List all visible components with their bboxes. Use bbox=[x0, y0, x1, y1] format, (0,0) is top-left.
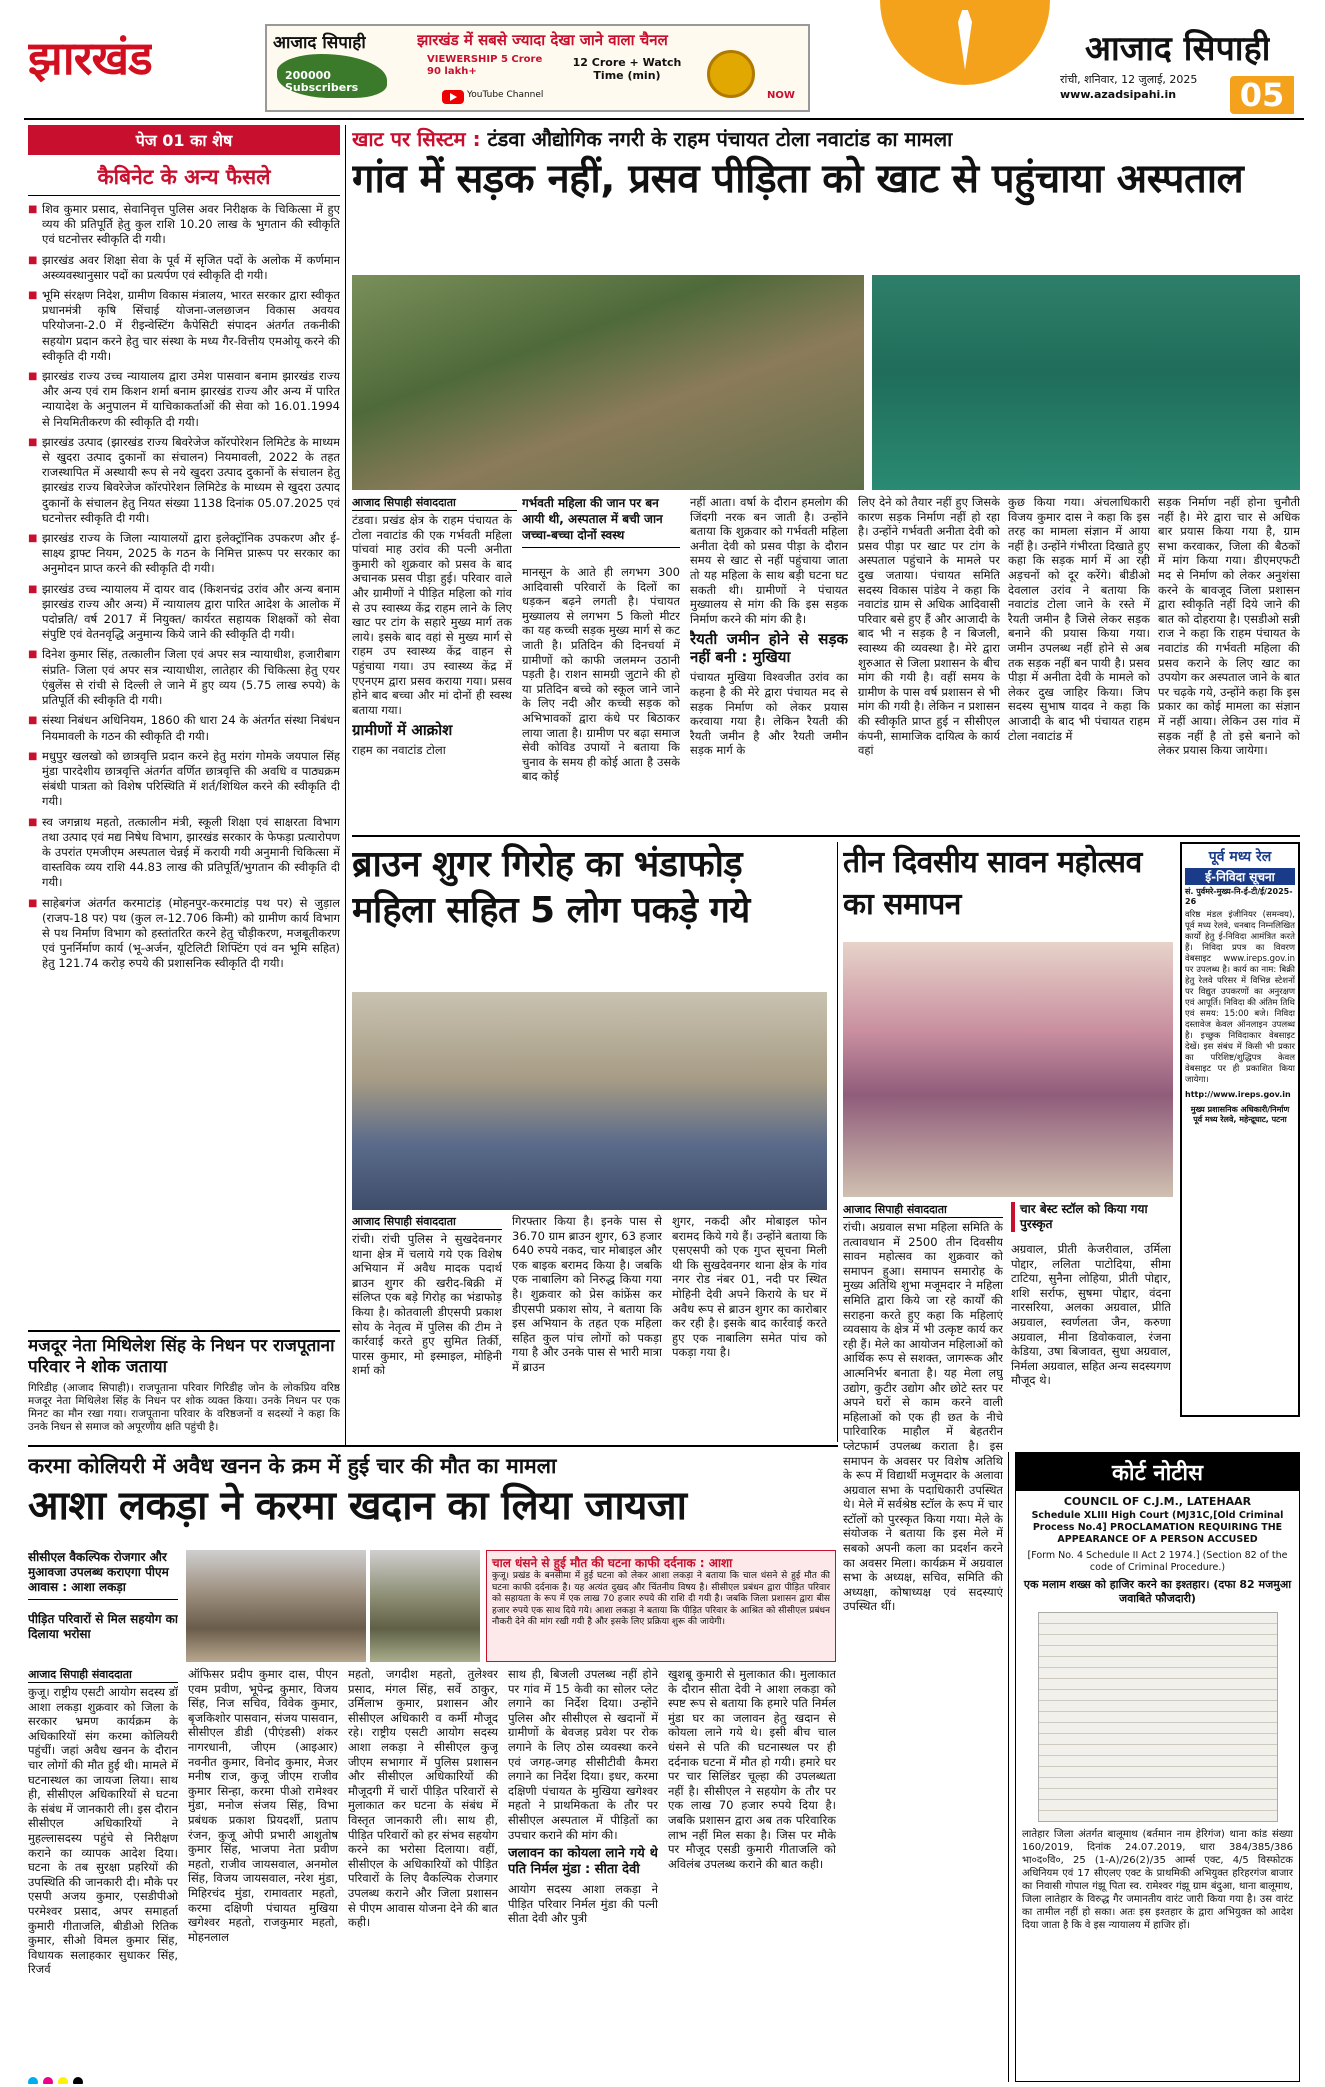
lead-col-1-text: टंडवा। प्रखंड क्षेत्र के राहम पंचायत के टोला नवाटांड की एक गर्भवती महिला पांचवां माह उरांव की पत्नी अनीता कुमारी को शुक्रवार को प्रसव के बाद अचानक प्रसव पीड़ा हुई। परिवार वाले और ग्रामीणों ने पीड़ित महिला को गांव से उप स्वास्थ्य केंद्र राहम लाने के लिए खाट पर टांग के सहारे मुख्य मार्ग तक लाये। इसके बाद वहां से मुख्य मार्ग से राहम उप स्वास्थ्य केंद्र वाहन से पहुंचाया गया। उप स्वास्थ्य केंद्र में एएनएम द्वारा प्रसव कराया गया। प्रसव होने बाद बच्चा और मां दोनों ही स्वस्थ बताया गया। bbox=[352, 513, 512, 717]
karma-photo-1 bbox=[186, 1550, 366, 1662]
page-number: 05 bbox=[1230, 76, 1294, 114]
railway-body: वरिष्ठ मंडल इंजीनियर (समन्वय), पूर्व मध्य रेलवे, धनबाद निम्नलिखित कार्यों हेतु ई-निविदा आमंत्रित करते हैं। निविदा प्रपत्र का विवरण वेबसाइट www.ireps.gov.in पर उपलब्ध है। कार्य का नाम: बिक्री हेतु रेलवे परिसर में विभिन्न स्टेशनों पर विद्युत उपकरणों का अनुरक्षण एवं आपूर्ति। निविदा की अंतिम तिथि एवं समय: 15:00 बजे। निविदा दस्तावेज केवल ऑनलाइन उपलब्ध है। इच्छुक निविदाकार वेबसाइट देखें। इस संबंध में किसी भी प्रकार का परिशिष्ट/शुद्धिपत्र केवल वेबसाइट पर ही प्रकाशित किया जायेगा। bbox=[1185, 910, 1295, 1085]
brown-sugar-byline: आजाद सिपाही संवाददाता bbox=[352, 1214, 502, 1230]
sawan-col-1: रांची। अग्रवाल सभा महिला समिति के तत्वावधान में 2500 तीन दिवसीय सावन महोत्सव का शुक्रवार को समापन हुआ। समापन समारोह के मुख्य अतिथि शुभा मजूमदार ने महिला समिति द्वारा किये जा रहे कार्यों की सराहना करते हुए कहा कि महिलाएं व्यवसाय के क्षेत्र में भी उत्कृष्ट कार्य कर रही हैं। मेले का आयोजन महिलाओं को आर्थिक रूप से सशक्त, जागरूक और आत्मनिर्भर बनाता है। यह मेला लघु उद्योग, कुटीर उद्योग और छोटे स्तर पर अपने घरों से काम करने वाली महिलाओं को एक ही छत के नीचे पारिवारिक माहौल में बेहतरीन प्लेटफार्म उपलब्ध कराता है। इस समापन के अवसर पर विशेष अतिथि के रूप में विद्यार्थी मजूमदार के अलावा अग्रवाल सभा के पदाधिकारी उपस्थित थे। मेले में सर्वश्रेष्ठ स्टॉल के रूप में चार स्टॉलों को पुरस्कृत किया गया। मेले के संयोजक ने बताया कि इस मेले में सबको अपनी कला का प्रदर्शन करने का अवसर मिला। कार्यक्रम में अग्रवाल सभा के अध्यक्ष, सचिव, समिति की अध्यक्षा, कोषाध्यक्ष एवं सदस्याएं उपस्थित थीं। bbox=[843, 1220, 1003, 1614]
lead-headline: गांव में सड़क नहीं, प्रसव पीड़िता को खाट से पहुंचाया अस्पताल bbox=[352, 156, 1244, 202]
lead-kicker-rest: टंडवा औद्योगिक नगरी के राहम पंचायत टोला नवाटांड का मामला bbox=[487, 127, 953, 151]
lead-col-3b-text: पंचायत मुखिया विश्वजीत उरांव का कहना है की मेरे द्वारा पंचायत मद से सड़क निर्माण को लेकर प्रयास करवाया गया है। लेकिन रैयती की रैयती जमीन है और रैयती जमीन सड़क मार्ग के bbox=[690, 670, 848, 758]
lead-pull-quote: गर्भवती महिला की जान पर बन आयी थी, अस्पताल में बची जान जच्चा-बच्चा दोनों स्वस्थ bbox=[522, 495, 680, 548]
karma-subhead: जलावन का कोयला लाने गये थे पति निर्मल मुंडा : सीता देवी bbox=[508, 1846, 658, 1878]
brown-sugar-headline-2: महिला सहित 5 लोग पकड़े गये bbox=[352, 890, 750, 931]
cabinet-item: ■ झारखंड उत्पाद (झारखंड राज्य बिवरेजेज कॉरपोरेशन लिमिटेड के माध्यम से खुदरा उत्पाद दुकानों का संचालन) नियमावली, 2022 के तहत राजस्थापित में अस्थायी रूप से नये खुदरा उत्पाद दुकानों के संचालन हेतु झारखंड राज्य बिवरेजेज कॉरपोरेशन लिमिटेड के माध्यम से खुदरा उत्पाद दुकानों के संचालन हेतु नियत संख्या 1138 दिनांक 05.07.2025 एवं घटनोत्तर स्वीकृति दी गयी। bbox=[28, 435, 340, 526]
brown-sugar-photo bbox=[352, 992, 827, 1210]
lead-subhead-1: ग्रामीणों में आक्रोश bbox=[352, 721, 453, 740]
lead-col-3 bbox=[690, 495, 848, 815]
lead-col-1b-text: राहम का नवाटांड टोला bbox=[352, 743, 446, 758]
court-document-scan bbox=[1038, 1612, 1278, 1822]
lead-subhead-2: रैयती जमीन होने से सड़क नहीं बनी : मुखिया bbox=[690, 630, 848, 667]
ad-brand: आजाद सिपाही bbox=[273, 33, 366, 53]
cabinet-heading: कैबिनेट के अन्य फैसले bbox=[28, 163, 340, 196]
cabinet-item: ■ साहेबगंज अंतर्गत करमाटांड़ (मोहनपुर-करमाटांड़ पथ पर) से जुड़ाल (राजप-18 पर) पथ (कुल ल-12.706 किमी) को ग्रामीण कार्य विभाग से पथ निर्माण विभाग को हस्तांतरित करने हेतु चौड़ीकरण, मजबूतीकरण एवं पुनर्निर्माण कार्य (भू-अर्जन, यूटिलिटी शिफ्टिंग एवं वन भूमि सहित) हेतु 121.74 करोड़ रुपये की प्रशासनिक स्वीकृति दी गयी। bbox=[28, 896, 340, 972]
railway-site-link[interactable]: http://www.ireps.gov.in bbox=[1185, 1090, 1291, 1099]
lead-kicker: खाट पर सिस्टम : bbox=[352, 127, 481, 151]
sawan-headline: तीन दिवसीय सावन महोत्सव का समापन bbox=[843, 845, 1142, 922]
left-divider bbox=[345, 125, 346, 1445]
karma-side-deck-2: पीड़ित परिवारों से मिल सहयोग का दिलाया भरोसा bbox=[28, 1612, 178, 1641]
dateline: रांची, शनिवार, 12 जुलाई, 2025 bbox=[1060, 73, 1198, 86]
brown-sugar-col-1: रांची। रांची पुलिस ने सुखदेवनगर थाना क्षेत्र में चलाये गये एक विशेष अभियान में अवैध मादक पदार्थ ब्राउन शुगर की खरीद-बिक्री में संलिप्त एक बड़े गिरोह का भंडाफोड़ किया है। कोतवाली डीएसपी प्रकाश सोय के नेतृत्व में पुलिस की टीम ने कार्रवाई करते हुए सुमित तिर्की, पारस कुमार, मो इस्माइल, मोहिनी शर्मा को bbox=[352, 1232, 502, 1378]
court-schedule: Schedule XLIII High Court (MJ31C,[Old Criminal Process No.4] PROCLAMATION REQUIRING THE APPEARANCE OF A PERSON ACCUSED bbox=[1031, 1510, 1284, 1545]
karma-story bbox=[28, 1452, 838, 2082]
channel-ad-banner[interactable] bbox=[265, 24, 810, 112]
karma-headline: आशा लकड़ा ने करमा खदान का लिया जायजा bbox=[28, 1483, 687, 1529]
karma-col-2: ऑफिसर प्रदीप कुमार दास, पीएन एवम प्रवीण, भूपेन्द्र कुमार, विजय सिंह, निज सचिव, विवेक कुमार, बृजकिशोर पासवान, संजय पासवान, सीसीएल डीडी (पीएंडसी) शंकर नागरधानी, जीएम (आइआर) नवनीत कुमार, विनोद कुमार, मेजर मनीष राज, कुजू जीएम राजीव कुमार सिन्हा, करमा पीओ रामेश्वर मुंडा, मनोज संजय सिंह, विभा प्रबंधक प्रकाश प्रियदर्शी, प्रताप रंजन, कुजू ओपी प्रभारी आशुतोष कुमार सिंह, भाजपा नेता प्रवीण महतो, राजीव जायसवाल, अनमोल सिंह, विजय जायसवाल, नरेश मुंडा, मिहिरचंद मुंडा, रामावतार महतो, करमा दक्षिणी पंचायत मुखिया खगेश्वर महतो, राजकुमार महतो, मोहनलाल bbox=[188, 1667, 338, 1944]
court-notice bbox=[1015, 1452, 1300, 2082]
masthead bbox=[0, 0, 1325, 118]
lead-col-6: सड़क निर्माण नहीं होना चुनौती नहीं है। मेरे द्वारा चार से अधिक बार प्रयास किया गया है, ग्राम सभा करवाकर, जिला की बैठकों में मांग किया गया। डीएमएफटी मद से निर्माण को लेकर अनुशंसा करने के बावजूद जिला प्रशासन द्वारा स्वीकृति नहीं दिये जाने की बात को दोहराया है। एसडीओ सन्नी राज ने कहा कि राहम पंचायत के नवाटांड की गर्भवती महिला की प्रसव कराने के लिए खाट का उपयोग कर अस्पताल जाने के बात पर चढ़के गये, उन्होंने कहा कि इस प्रकार का कोई मामला का संज्ञान में नहीं आया। लेकिन उस गांव में सड़क नहीं है तो इसे बनाने को लेकर प्रयास किया जायेगा। bbox=[1158, 495, 1300, 758]
lead-col-1 bbox=[352, 513, 512, 813]
brown-sugar-col-3: शुगर, नकदी और मोबाइल फोन बरामद किये गये हैं। उन्होंने बताया कि एसएसपी को एक गुप्त सूचना मिली थी कि सुखदेवनगर थाना क्षेत्र के गांव नगर रोड नंबर 01, नदी पर स्थित मोहिनी देवी अपने किराये के घर में अवैध रूप से ब्राउन शुगर का कारोबार कर रही है। इसके बाद कार्रवाई करते हुए एक नाबालिग समेत पांच को पकड़ा गया है। bbox=[672, 1214, 827, 1360]
sawan-col-2: अग्रवाल, प्रीती केजरीवाल, उर्मिला पोद्दार, ललिता पाटोदिया, सीमा टाटिया, सुनैना लोहिया, प्रीती पोद्दार, शशि सर्राफ, सुषमा पोद्दार, वंदना नारसरिया, अलका अग्रवाल, प्रीति अग्रवाल, स्वर्णलता जैन, करुणा अग्रवाल, मीना डिवोकवाल, रंजना केडिया, उषा बिजावत, सुधा अग्रवाल, निर्मला अग्रवाल, सहित अन्य सदस्यगण मौजूद थे। bbox=[1011, 1242, 1171, 1388]
lead-col-5: कुछ किया गया। अंचलाधिकारी विजय कुमार दास ने कहा कि इस तरह का मामला संज्ञान में आया नहीं है। उन्होंने गंभीरता दिखाते हुए कहा कि सड़क मार्ग में आ रही अड़चनों को दूर करेंगे। बीडीओ देवलाल उरांव ने बताया कि नवाटांड टोला जाने के रस्ते में रैयती जमीन है जिसे लेकर सड़क बनाने की प्रयास किया गया। जमीन उपलब्ध नहीं होने से अब तक सड़क नहीं बन पायी है। प्रसव पीड़ा में अनीता देवी के मामले को लेकर दुख जाहिर किया। जिप सदस्य सुभाष यादव ने कहा कि आजादी के बाद भी पंचायत राहम टोला नवाटांड में bbox=[1008, 495, 1150, 743]
lead-story bbox=[352, 125, 1300, 830]
karma-col-4-text: साथ ही, बिजली उपलब्ध नहीं होने पर गांव में 15 केवी का सोलर प्लेट लगाने का निर्देश दिया। उन्होंने पुलिस और सीसीएल से खदानों में ग्रामीणों के बेवजह प्रवेश पर रोक लगाने के लिए ठोस व्यवस्था करने एवं जगह-जगह सीसीटीवी कैमरा लगाने का निर्देश दिया। इधर, करमा दक्षिणी पंचायत के मुखिया खगेश्वर महतो ने प्राथमिकता के तौर पर सीसीएल अस्पताल में पीड़ितों का उपचार कराने की मांग की। bbox=[508, 1667, 658, 1842]
karma-box bbox=[486, 1550, 836, 1662]
karma-top-rule bbox=[28, 1445, 838, 1447]
cabinet-item: ■ दिनेश कुमार सिंह, तत्कालीन जिला एवं अपर सत्र न्यायाधीश, हजारीबाग संप्रति- जिला एवं अपर सत्र न्यायाधीश, लातेहार की चिकित्सा हेतु एयर एंबुलेंस से रांची से दिल्ली ले जाने में हुए व्यय (5.75 लाख रुपये) के प्रतिपूर्ति की स्वीकृति दी गयी। bbox=[28, 647, 340, 708]
award-badge-icon bbox=[707, 50, 755, 98]
mithilesh-headline: मजदूर नेता मिथिलेश सिंह के निधन पर राजपूताना परिवार ने शोक जताया bbox=[28, 1336, 335, 1377]
ad-watchtime: 12 Crore + Watch Time (min) bbox=[572, 56, 682, 82]
karma-col-1: कुजू। राष्ट्रीय एसटी आयोग सदस्य डॉ आशा लकड़ा शुक्रवार को जिला के सरकार भ्रमण कार्यक्रम के अधिकारियों संग करमा कोलियरी पहुंचीं। जहां अवैध खनन के दौरान चार लोगों की मौत हुई थी। मामले में घटनास्थल का जायजा लिया। साथ ही, सीसीएल अधिकारियों से घटना के संबंध में जानकारी ली। इस दौरान सीसीएल अधिकारियों ने मुहल्लासदस्य पहुंचे से निरीक्षण कराने का व्यापक आदेश दिया। घटना के तब सुरक्षा प्रहरियों की उपस्थिति की जानकारी दी। मौके पर एसपी अजय कुमार, एसडीपीओ परमेश्वर प्रसाद, अपर समाहर्ता कुमारी गीताजलि, बीडीओ रितिक कुमार, सीओ विमल कुमार सिंह, विधायक सलाहकार सुधाकर सिंह, रिजर्व bbox=[28, 1685, 178, 1977]
cabinet-item: ■ भूमि संरक्षण निदेश, ग्रामीण विकास मंत्रालय, भारत सरकार द्वारा स्वीकृत प्रधानमंत्री कृषि सिंचाई योजना-जलछाजन विकास अवयव परियोजना-2.0 में रीइन्वेस्टिंग कैपेसिटी संपादन अंतर्गत तकनीकी सहयोग प्रदान करने हेतु चार संस्था के मध्य गैर-वित्तीय एमओयू करने की स्वीकृति दी गयी। bbox=[28, 288, 340, 364]
brown-sugar-headline-1: ब्राउन शुगर गिरोह का भंडाफोड़ bbox=[352, 844, 743, 885]
cabinet-item: ■ झारखंड राज्य उच्च न्यायालय द्वारा उमेश पासवान बनाम झारखंड राज्य और अन्य एवं राम किशन शर्मा बनाम झारखंड राज्य और अन्य में पारित न्यायादेश के अनुपालन में याचिकाकर्ताओं की सेवा को 16.01.1994 से नियमितीकरण की स्वीकृति दी गयी। bbox=[28, 369, 340, 430]
cabinet-list bbox=[28, 202, 340, 972]
karma-col-4b-text: आयोग सदस्य आशा लकड़ा ने पीड़ित परिवार निर्मल मुंडा की पत्नी सीता देवी और पुत्री bbox=[508, 1882, 658, 1926]
cabinet-item: ■ स्व जगन्नाथ महतो, तत्कालीन मंत्री, स्कूली शिक्षा एवं साक्षरता विभाग तथा उत्पाद एवं मद्य निषेध विभाग, झारखंड सरकार के फेफड़ा प्रत्यारोपण के उपरांत एमजीएम अस्पताल चेन्नई में करायी गयी अनुमानी चिकित्सा में वास्तविक व्यय राशि 44.83 लाख की प्रतिपूर्ति/भुगतान की स्वीकृति दी गयी। bbox=[28, 815, 340, 891]
karma-box-body: कुजू। प्रखंड के बनसीमा में हुई घटना को लेकर आशा लकड़ा ने बताया कि चाल धंसने से हुई मौत की घटना काफी दर्दनाक है। यह अत्यंत दुखद और चिंतनीय विषय है। सीसीएल प्रबंधन द्वारा पीड़ित परिवार को सहायता के रूप में एक लाख 70 हजार रुपये की राशि दी गयी है। जबकि जिला प्रशासन द्वारा बीस हजार रुपये एक साथ दिये गये। आशा लकड़ा ने बताया कि पीड़ित परिवार के आश्रित को सीसीएल प्रबंधन नौकरी देने की मांग रखी गयी है और इसके लिए प्रक्रिया शुरू की जायेगी। bbox=[492, 1571, 830, 1627]
cabinet-item: ■ झारखंड उच्च न्यायालय में दायर वाद (किशनचंद्र उरांव और अन्य बनाम झारखंड राज्य और अन्य) में न्यायालय द्वारा पारित आदेश के आलोक में पदोन्नति/ वर्ष 2017 में नियुक्त/ कार्यरत सहायक शिक्षकों को सेवा संपुष्टि एवं वेतनवृद्धि अनुमान्य किये जाने की स्वीकृति दी गयी। bbox=[28, 582, 340, 643]
brown-sugar-story bbox=[352, 842, 832, 1442]
lead-photo-villagers bbox=[352, 275, 864, 490]
cabinet-item: ■ झारखंड अवर शिक्षा सेवा के पूर्व में सृजित पदों के अलोक में कर्णमान अस्व्यवस्थानुसार पदों का प्रत्यर्पण एवं स्वीकृति दी गयी। bbox=[28, 253, 340, 283]
railway-tender-ad[interactable] bbox=[1180, 842, 1300, 1417]
left-column bbox=[28, 125, 340, 1335]
cabinet-item: ■ शिव कुमार प्रसाद, सेवानिवृत्त पुलिस अवर निरीक्षक के चिकित्सा में हुए व्यय की प्रतिपूर्ति हेतु कुल राशि 10.20 लाख के भुगतान की स्वीकृति एवं घटनोत्तर स्वीकृति दी गयी। bbox=[28, 202, 340, 248]
lead-photo-hospital bbox=[872, 275, 1300, 490]
lead-col-2: मानसून के आते ही लगभग 300 आदिवासी परिवारों के दिलों का धड़कन बढ़ने लगती है। पंचायत मुख्यालय से लगभग 5 किलो मीटर का यह कच्ची सड़क मुख्य मार्ग से कट जाती है। प्रतिदिन की दिनचर्या में ग्रामीणों को काफी जलमग्न उठानी पड़ती है। राशन सामग्री जुटाने की हो या प्रतिदिन बच्चे को स्कूल जाने जाने के लिए नदी और कच्ची सड़क को अभिभावकों द्वारा कंधे पर बिठाकर लाया जाता है। ग्रामीण पर बढ़ा समाज सेवी कोविड उपायों ने बताया कि चुनाव के समय ही कोई आता है उसके बाद कोई bbox=[522, 565, 680, 784]
ad-tagline: झारखंड में सबसे ज्यादा देखा जाने वाला चैनल bbox=[417, 31, 668, 49]
ad-youtube-label: YouTube Channel bbox=[467, 90, 544, 100]
sawan-photo bbox=[843, 942, 1173, 1197]
ad-subscribers: 200000 Subscribers bbox=[285, 70, 359, 94]
mithilesh-story bbox=[28, 1330, 340, 1440]
website[interactable]: www.azadsipahi.in bbox=[1060, 88, 1177, 101]
lead-bottom-rule bbox=[352, 835, 1300, 837]
karma-byline: आजाद सिपाही संवाददाता bbox=[28, 1667, 178, 1683]
page-tag: पेज 01 का शेष bbox=[28, 125, 340, 155]
cabinet-item: ■ मधुपुर खलखो को छात्रवृत्ति प्रदान करने हेतु मरांग गोमके जयपाल सिंह मुंडा पारदेशीय छात्रवृत्ति अंतर्गत वर्णित छात्रवृत्ति की अवधि व पाठ्यक्रम संबंधी पात्रता को विशेष परिस्थिति में शर्त/शिथिल करने की स्वीकृति दी गयी। bbox=[28, 749, 340, 810]
karma-side-deck-1: सीसीएल वैकल्पिक रोजगार और मुआवजा उपलब्ध कराएगा पीएम आवास : आशा लकड़ा bbox=[28, 1550, 178, 1600]
right-lower-divider bbox=[1008, 1452, 1009, 2082]
sawan-byline: आजाद सिपाही संवाददाता bbox=[843, 1202, 1003, 1218]
railway-title: ई-निविदा सूचना bbox=[1185, 868, 1295, 885]
court-hindi-head: एक मलाम शख्स को हाजिर करने का इश्तहार। (दफा 82 मजमुआ जवाबिते फौजदारी) bbox=[1023, 1578, 1292, 1605]
railway-ref: सं. पुर्वमरे-मुख्य-नि-ई-टी/ई/2025-26 bbox=[1185, 887, 1293, 906]
karma-col-5: खुशबू कुमारी से मुलाकात की। मुलाकात के दौरान सीता देवी ने आशा लकड़ा को स्पष्ट रूप से बताया कि हमारे पति निर्मल मुंडा घर का जलावन हेतु खदान से कोयला लाने गये थे। इसी बीच चाल धंसने से पति की घटनास्थल पर ही दर्दनाक घटना में मौत हो गयी। हमारे घर पर चार सिलिंडर चूल्हा की उपलब्धता नहीं है। सीसीएल ने सहयोग के तौर पर एक लाख 70 हजार रुपये दिया है। जबकि प्रशासन द्वारा अब तक परिवारिक लाभ नहीं मिल सका है। जिस पर मौके पर मौजूद एसडी कुमारी गीताजलि को अविलंब उपलब्ध कराने की बात कही। bbox=[668, 1667, 836, 1871]
pen-sun-logo bbox=[880, 0, 1050, 85]
sawan-photo-caption: चार बेस्ट स्टॉल को किया गया पुरस्कृत bbox=[1011, 1202, 1171, 1232]
lead-col-3-text: नहीं आता। वर्षा के दौरान हमलोग की जिंदगी नरक बन जाती है। उन्होंने बताया कि शुक्रवार को गर्भवती महिला अनीता देवी को प्रसव पीड़ा के दौरान समय से खाट से नहीं पहुंचाया जाता तो यह महिला के साथ बड़ी घटना घट सकती थी। ग्रामीणों ने पंचायत मुख्यालय से मांग की कि इस सड़क निर्माण करने की मांग की है। bbox=[690, 495, 848, 626]
mid-divider bbox=[837, 842, 838, 1442]
youtube-icon bbox=[442, 90, 464, 104]
railway-brand: पूर्व मध्य रेल bbox=[1208, 849, 1272, 865]
masthead-rule bbox=[24, 118, 1304, 120]
registration-marks bbox=[28, 2072, 1298, 2084]
court-title: कोर्ट नोटीस bbox=[1016, 1453, 1299, 1491]
section-title: झारखंड bbox=[28, 31, 152, 85]
cabinet-item: ■ संस्था निबंधन अधिनियम, 1860 की धारा 24 के अंतर्गत संस्था निबंधन नियमावली के गठन की स्वीकृति दी गयी। bbox=[28, 713, 340, 743]
brown-sugar-col-2: गिरफ्तार किया है। इनके पास से 36.70 ग्राम ब्राउन शुगर, 63 हजार 640 रुपये नकद, चार मोबाइल और एक बाइक बरामद किया है। जबकि एक नाबालिग को निरुद्ध किया गया है। शुक्रवार को प्रेस कांफ्रेंस कर डीएसपी प्रकाश सोय, ने बताया कि इस अभियान के तहत एक महिला सहित कुल पांच लोगों को पकड़ा गया है और उनके पास से भारी मात्रा में ब्राउन bbox=[512, 1214, 662, 1374]
karma-box-title: चाल धंसने से हुई मौत की घटना काफी दर्दनाक : आशा bbox=[492, 1556, 733, 1570]
court-council: COUNCIL OF C.J.M., LATEHAAR bbox=[1063, 1495, 1252, 1508]
mithilesh-body: गिरिडीह (आजाद सिपाही)। राजपूताना परिवार गिरिडीह जोन के लोकप्रिय वरिष्ठ मजदूर नेता मिथिलेश सिंह के निधन पर शोक व्यक्त किया। उनके निधन पर एक मिनट का मौन रखा गया। राजपूताना परिवार के वरिष्ठजनों व सदस्यों ने कहा कि उनके निधन से समाज को अपूरणीय क्षति पहुंची है। bbox=[28, 1382, 340, 1433]
paper-name: आजाद सिपाही bbox=[1085, 29, 1271, 69]
karma-photo-2 bbox=[370, 1550, 480, 1662]
karma-kicker: करमा कोलियरी में अवैध खनन के क्रम में हुई चार की मौत का मामला bbox=[28, 1454, 557, 1478]
court-body: लातेहार जिला अंतर्गत बालूमाथ (बर्तमान नाम हेरिगंज) थाना कांड संख्या 160/2019, दिनांक 24.07.2019, धारा 384/385/386 भा०द०वि०, 25 (1-A)/26(2)/35 आर्म्स एक्ट, 4/5 विस्फोटक अधिनियम एवं 17 सीएलए एक्ट के प्राथमिकी अभियुक्त हरिहरगंज बाजार का निवासी गोपाल गंझू पिता स्व. रामेश्वर गंझू ग्राम बंदुआ, थाना बालूमाथ, जिला लातेहार के विरुद्ध गैर जमानतीय वारंट जारी किया गया है। उस वारंट का तामील नहीं हो सका। अतः इस इश्तहार के द्वारा अभियुक्त को आदेश दिया जाता है कि वे इस न्यायालय में हाजिर हों। bbox=[1022, 1829, 1293, 1931]
lead-byline: आजाद सिपाही संवाददाता bbox=[352, 495, 517, 511]
karma-col-3: महतो, जगदीश महतो, तुलेश्वर प्रसाद, मंगल सिंह, सर्वे ठाकुर, उर्मिलाभ कुमार, प्रशासन और सीसीएल अधिकारी व कर्मी मौजूद रहे। राष्ट्रीय एसटी आयोग सदस्य आशा लकड़ा ने सीसीएल कुजू जीएम सभागार में पुलिस प्रशासन और सीसीएल अधिकारियों की मौजूदगी में चारों पीड़ित परिवारों से मुलाकात कर घटना के संबंध में विस्तृत जानकारी ली। साथ ही, पीड़ित परिवारों को हर संभव सहयोग करने का भरोसा दिलाया। वहीं, सीसीएल के अधिकारियों को पीड़ित परिवारों के लिए वैकल्पिक रोजगार उपलब्ध कराने और जिला प्रशासन से पीएम आवास योजना देने की बात कही। bbox=[348, 1667, 498, 1930]
karma-col-4 bbox=[508, 1667, 658, 2080]
lead-col-4: लिए देने को तैयार नहीं हुए जिसके कारण सड़क निर्माण नहीं हो रहा है। उन्होंने गर्भवती अनीता देवी को प्रसव पीड़ा पर खाट पर टांग के अस्पताल पहुंचाने के मामले पर दुख जताया। पंचायत समिति सदस्य विकास पांडेय ने कहा कि नवाटांड ग्राम से अधिक आदिवासी परिवार बसे हुए हैं और आजादी के बाद भी न सड़क है न बिजली, स्वास्थ्य की व्यवस्था है। मेरे द्वारा शुरुआत से जिला प्रशासन के बीच मांग की गयी है। वहीं समय के ग्रामीण के पास वर्ष प्रशासन से भी मांग की गयी है। लेकिन न प्रशासन की स्वीकृति प्राप्त हुई न सीसीएल कंपनी, सामाजिक दायित्व के कार्य वहां bbox=[858, 495, 1000, 758]
cabinet-item: ■ झारखंड राज्य के जिला न्यायालयों द्वारा इलेक्ट्रॉनिक उपकरण और ई-साक्ष्य ड्राफ्ट नियम, 2025 के गठन के निमित्त प्रारूप पर सरकार का अनुमोदन प्राप्त करने की स्वीकृति दी गयी। bbox=[28, 531, 340, 577]
railway-sign: मुख्य प्रशासनिक अधिकारी/निर्माण पूर्व मध्य रेलवे, महेन्द्रूघाट, पटना bbox=[1190, 1105, 1290, 1124]
ad-viewership: VIEWERSHIP 5 Crore 90 lakh+ bbox=[427, 54, 543, 77]
court-form: [Form No. 4 Schedule II Act 2 1974.] (Section 82 of the code of Criminal Procedure.) bbox=[1027, 1550, 1288, 1573]
ad-now: NOW bbox=[767, 90, 795, 101]
lead-kicker-row bbox=[352, 125, 1300, 152]
